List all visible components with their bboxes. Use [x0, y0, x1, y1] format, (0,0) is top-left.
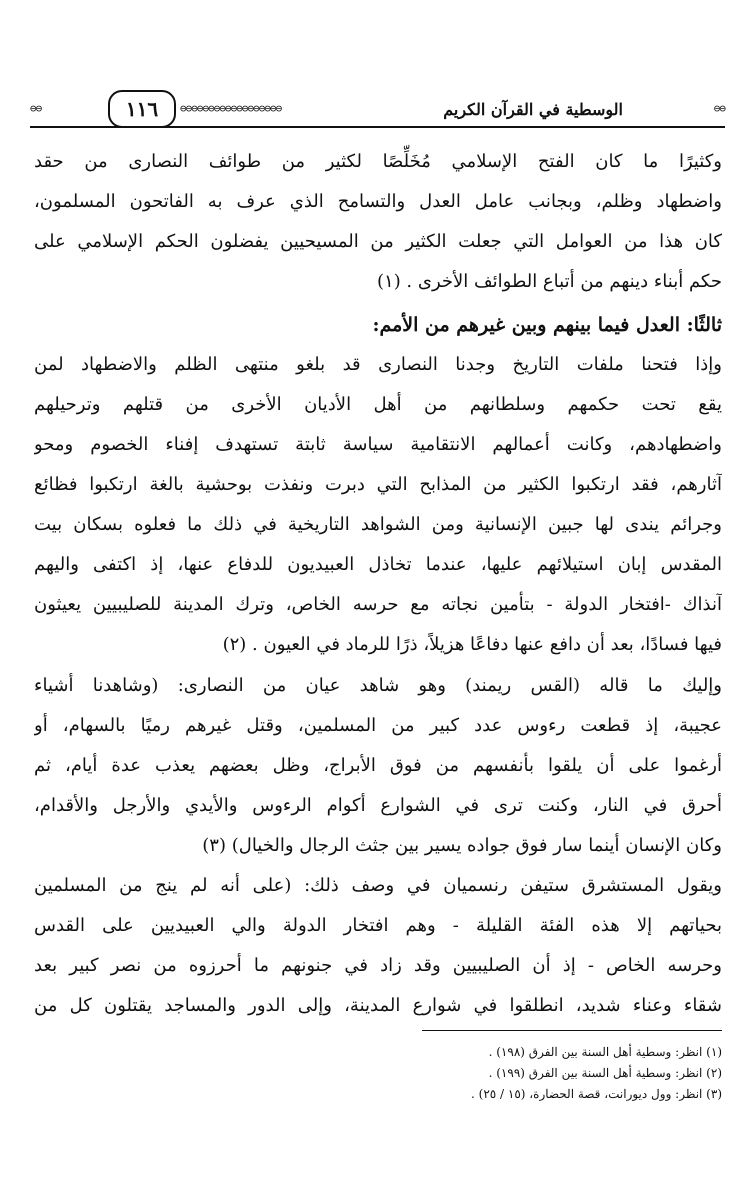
text-line: وإذا فتحنا ملفات التاريخ وجدنا النصارى قد بلغو منتهى الظلم والاضطهاد لمن	[34, 354, 722, 375]
page-header	[30, 90, 725, 130]
text-line: المقدس إبان استيلائهم عليها، عندما تخاذل العبيديون للدفاع عنها، إذ اكتفى واليهم	[34, 554, 722, 575]
text-line: عجيبة، إذ قطعت رءوس عدد كبير من المسلمين، وقتل غيرهم رميًا بالسهام، أو	[34, 715, 722, 736]
text-line: واضطهاد وظلم، وبجانب عامل العدل والتسامح الذي عرف به الفاتحون المسلمون،	[34, 191, 722, 212]
footnote: (٣) انظر: وول ديورانت، قصة الحضارة، (١٥ / ٢٥) .	[471, 1087, 722, 1101]
text-line: فيها فسادًا، بعد أن دافع عنها دفاعًا هزيلاً، ذرًا للرماد في العيون . (٢)	[222, 634, 722, 655]
header-ornament-middle: ⊖⊖⊖⊖⊖⊖⊖⊖⊖⊖⊖⊖⊖⊖⊖⊖⊖⊖	[180, 102, 282, 115]
text-line: كان هذا من العوامل التي جعلت الكثير من المسيحيين يفضلون الحكم الإسلامي على	[34, 231, 722, 252]
page-number: ١١٦	[108, 90, 176, 128]
footnote: (٢) انظر: وسطية أهل السنة بين الفرق (١٩٩) .	[488, 1066, 722, 1080]
text-line: أحرق في النار، وكنت ترى في الشوارع أكوام الرءوس والأيدي والأرجل والأقدام،	[34, 795, 722, 816]
text-line: آثارهم، فقد ارتكبوا الكثير من المذابح التي دبرت ونفذت بوحشية بالغة ارتكبوا فظائع	[34, 474, 722, 495]
text-line: بحياتهم إلا هذه الفئة القليلة - وهم افتخار الدولة والي العبيديين على القدس	[34, 915, 722, 936]
text-line: شقاء وعناء شديد، انطلقوا في شوارع المدينة، وإلى الدور والمساجد يقتلون كل من	[34, 995, 722, 1016]
text-line: وجرائم يندى لها جبين الإنسانية ومن الشواهد التاريخية في ذلك ما فعلوه بسكان بيت	[34, 514, 722, 535]
text-line: حكم أبناء دينهم من أتباع الطوائف الأخرى . (١)	[376, 271, 722, 292]
footnote: (١) انظر: وسطية أهل السنة بين الفرق (١٩٨) .	[488, 1045, 722, 1059]
footnote-rule	[422, 1030, 722, 1031]
header-ornament-right: ⊖⊖	[713, 102, 725, 115]
book-title: الوسطية في القرآن الكريم	[439, 100, 627, 119]
text-line: واضطهادهم، وكانت أعمالهم الانتقامية سياسة ثابتة تستهدف إفناء الخصوم ومحو	[34, 434, 722, 455]
text-line: وكان الإنسان أينما سار فوق جواده يسير بين جثث الرجال والخيال) (٣)	[202, 835, 722, 856]
text-line: وإليك ما قاله (القس ريمند) وهو شاهد عيان من النصارى: (وشاهدنا أشياء	[34, 675, 722, 696]
header-ornament-left: ⊖⊖	[30, 102, 42, 115]
text-line: ويقول المستشرق ستيفن رنسميان في وصف ذلك: (على أنه لم ينج من المسلمين	[34, 875, 722, 896]
text-line: وكثيرًا ما كان الفتح الإسلامي مُخَلِّصًا لكثير من طوائف النصارى من حقد	[34, 151, 722, 172]
text-line: يقع تحت حكمهم وسلطانهم من أهل الأديان الأخرى من قتلهم وترحيلهم	[34, 394, 722, 415]
text-line: وحرسه الخاص - إذ أن الصليبيين وقد زاد في جنونهم ما أحرزوه من نصر كبير بعد	[34, 955, 722, 976]
text-line: آنذاك -افتخار الدولة - بتأمين نجاته مع حرسه الخاص، وترك المدينة للصليبيين يعيثون	[34, 594, 722, 615]
section-heading: ثالثًا: العدل فيما بينهم وبين غيرهم من الأمم:	[372, 314, 722, 336]
text-line: أرغموا على أن يلقوا بأنفسهم من فوق الأبراج، وظل بعضهم يعذب عدة أيام، ثم	[34, 755, 722, 776]
